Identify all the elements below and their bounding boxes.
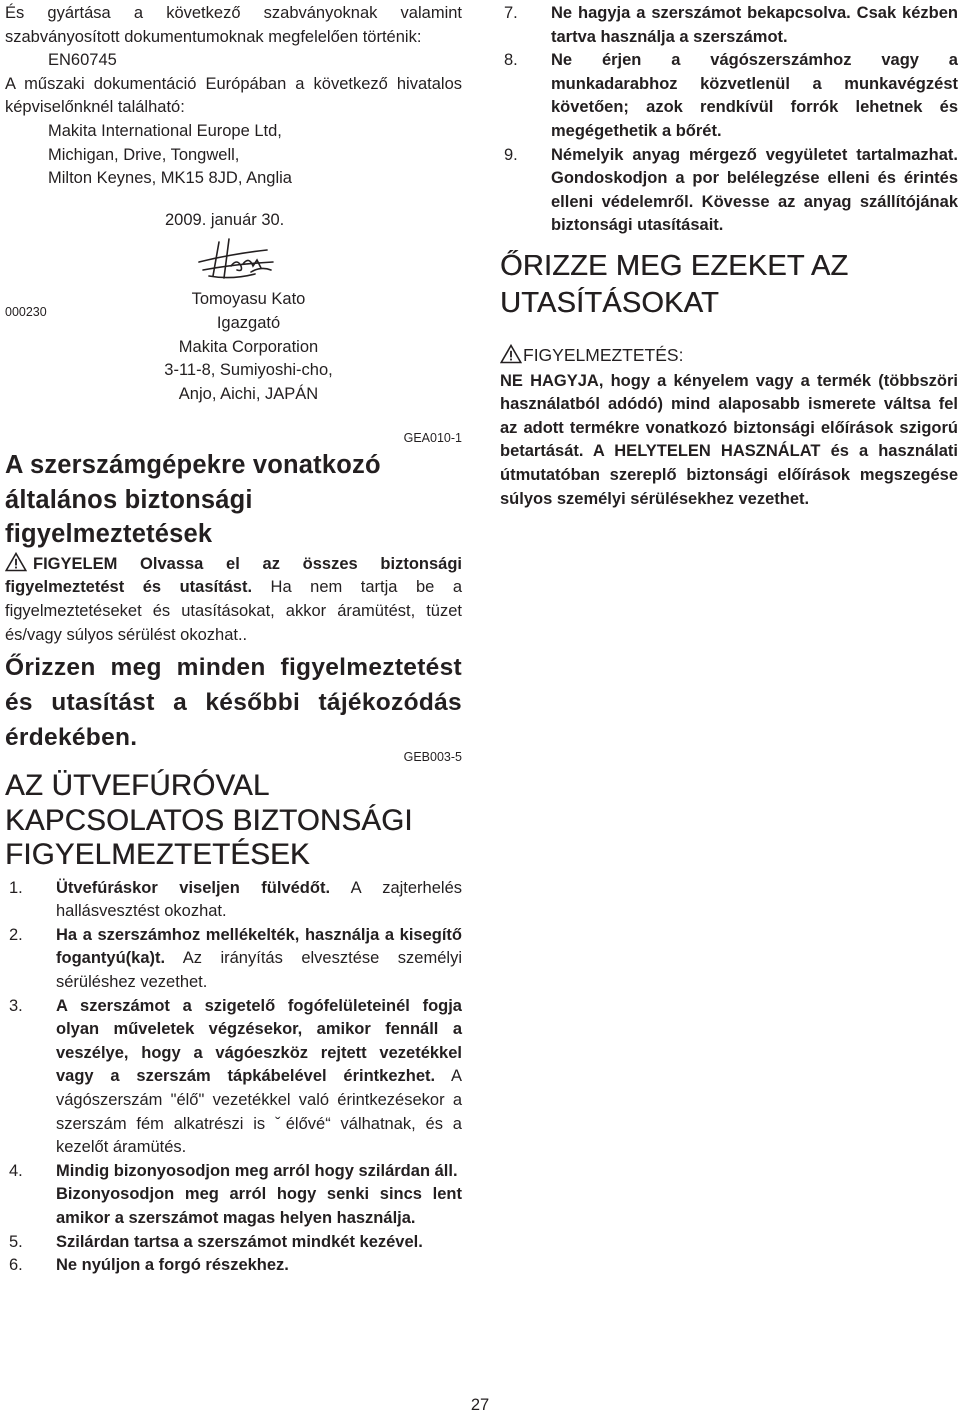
list-item: 1. Ütvefúráskor viseljen fülvédőt. A zajterhelés hallásvesztést okozhat.: [9, 878, 462, 921]
signature-image: [191, 236, 277, 284]
hammer-rules-list-continued: [500, 2, 958, 238]
general-warning-bold: FIGYELEM Olvassa el az összes biztonsági figyelmeztetést és utasítást.: [5, 554, 462, 597]
signatory-line: Anjo, Aichi, JAPÁN: [178, 384, 319, 403]
list-item: 4. Mindig bizonyosodjon meg arról hogy szilárdan áll.: [9, 1161, 458, 1180]
document-number: 000230: [5, 305, 47, 319]
list-item: 3. A szerszámot a szigetelő fogófelületeinél fogja olyan műveletek végzésekor, amikor fennáll a veszélye, hogy a vágóeszköz rejtett vezetékkel vagy a szerszám tápkábelével érintkezhet. A vágószerszám "élő" vezetékkel való érintkezésekor a szerszám fém alkatrészi is ˇélővé“ válhatnak, és a kezelőt áramütés.: [9, 996, 463, 1157]
general-warning: [5, 552, 462, 647]
warning-heading: [500, 344, 958, 368]
address-line: Michigan, Drive, Tongwell,: [48, 145, 240, 164]
general-warning-text: Ha nem tartja be a figyelmeztetéseket és utasításokat, akkor áramütést, tüzet és/vagy súlyos sérülést okozhat..: [5, 578, 462, 644]
general-safety-title: A szerszámgépekre vonatkozó általános biztonsági figyelmeztetések: [5, 451, 381, 549]
warning-triangle-icon: [5, 552, 27, 572]
address-line: Makita International Europe Ltd,: [48, 121, 282, 140]
list-item: Bizonyosodjon meg arról hogy senki sincs lent amikor a szerszámot magas helyen használja.: [56, 1185, 462, 1227]
declaration-date: 2009. január 30.: [165, 210, 285, 229]
keep-instructions: Őrizzen meg minden figyelmeztetést és utasítást a későbbi tájékozódás érdekében.: [5, 654, 462, 752]
standard-code: EN60745: [48, 51, 117, 70]
hammer-safety-title: AZ ÜTVEFÚRÓVAL KAPCSOLATOS BIZTONSÁGI FIGYELMEZTETÉSEK: [5, 769, 413, 872]
list-item: 7. Ne hagyja a szerszámot bekapcsolva. Csak kézben tartva használja a szerszámot.: [504, 4, 958, 46]
page-number: 27: [470, 1396, 490, 1414]
list-item: 8. Ne érjen a vágószerszámhoz vagy a munkadarabhoz közvetlenül a munkavégzést követően; azok rendkívül forrók lehetnek és megégethetik a bőrét.: [504, 51, 958, 140]
left-column: [5, 0, 462, 1278]
section-code: GEA010-1: [403, 431, 462, 446]
save-instructions-title: ŐRIZZE MEG EZEKET AZ UTASÍTÁSOKAT: [500, 249, 849, 319]
signatory-line: 3-11-8, Sumiyoshi-cho,: [164, 361, 333, 380]
warning-triangle-icon: [500, 344, 522, 364]
list-item: 9. Némelyik anyag mérgező vegyületet tartalmazhat. Gondoskodjon a por belélegzése elleni és érintés elleni védelemről. Kövesse az anyag szállítójának biztonsági utasításait.: [504, 145, 958, 235]
list-item: 6. Ne nyúljon a forgó részekhez.: [9, 1256, 289, 1275]
signatory-line: Igazgató: [216, 313, 281, 332]
signatory-line: Makita Corporation: [178, 337, 319, 356]
section-code: GEB003-5: [403, 750, 462, 765]
hammer-rules-list: [5, 877, 462, 1278]
address-line: Milton Keynes, MK15 8JD, Anglia: [48, 169, 292, 188]
declaration-techdoc: A műszaki dokumentáció Európában a következő hivatalos képviselőnknél található:: [5, 74, 462, 117]
warning-label: FIGYELMEZTETÉS:: [523, 344, 684, 365]
list-item: 2. Ha a szerszámhoz mellékelték, használja a kisegítő fogantyú(ka)t. Az irányítás elvesztése személyi sérüléshez vezethet.: [9, 925, 462, 992]
warning-text: NE HAGYJA, hogy a kényelem vagy a termék (többszöri használatból adódó) mind alaposabb ismerete váltsa fel az adott termékre vonatkozó biztonsági előírások szigorú betartását. A HELYTELEN HASZNÁLAT és a használati útmutatóban szereplő biztonsági előírások megszegése súlyos személyi sérülésekhez vezethet.: [500, 371, 958, 508]
right-column: [500, 0, 958, 511]
list-item: 5. Szilárdan tartsa a szerszámot mindkét kezével.: [9, 1232, 423, 1251]
signatory-line: Tomoyasu Kato: [191, 290, 306, 309]
declaration-intro: És gyártása a következő szabványoknak valamint szabványosított dokumentumoknak megfelelően történik:: [5, 4, 462, 46]
